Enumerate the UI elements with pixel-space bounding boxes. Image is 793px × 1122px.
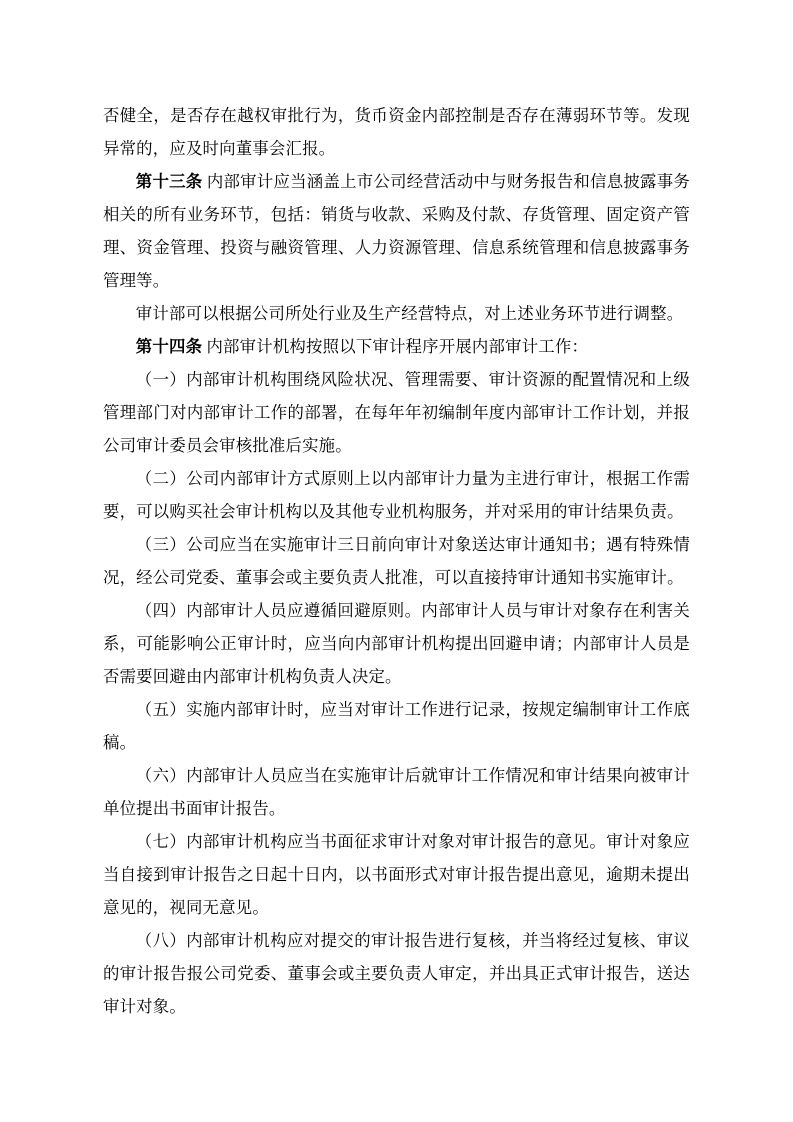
article-paragraph xyxy=(103,165,690,297)
text-run: 内部审计应当涵盖上市公司经营活动中与财务报告和信息披露事务相关的所有业务环节，包括：销货与收款、采购及付款、存货管理、固定资产管理、资金管理、投资与融资管理、人力资源管理、信息系统管理和信息披露事务管理等。 xyxy=(103,172,690,290)
text-run: 内部审计机构按照以下审计程序开展内部审计工作： xyxy=(202,337,589,356)
article-number-label: 第十三条 xyxy=(135,172,203,191)
body-paragraph xyxy=(103,594,690,693)
document-body xyxy=(103,99,690,1023)
body-paragraph xyxy=(103,924,690,1023)
body-paragraph xyxy=(103,99,690,165)
body-paragraph xyxy=(103,363,690,462)
text-run: （八）内部审计机构应对提交的审计报告进行复核，并当将经过复核、审议的审计报告报公司党委、董事会或主要负责人审定，并出具正式审计报告，送达审计对象。 xyxy=(103,931,690,1016)
body-paragraph xyxy=(103,462,690,528)
text-run: （二）公司内部审计方式原则上以内部审计力量为主进行审计，根据工作需要，可以购买社会审计机构以及其他专业机构服务，并对采用的审计结果负责。 xyxy=(103,469,690,521)
body-paragraph xyxy=(103,759,690,825)
text-run: （三）公司应当在实施审计三日前向审计对象送达审计通知书；遇有特殊情况，经公司党委、董事会或主要负责人批准，可以直接持审计通知书实施审计。 xyxy=(103,535,690,587)
body-paragraph xyxy=(103,528,690,594)
text-run: （五）实施内部审计时，应当对审计工作进行记录，按规定编制审计工作底稿。 xyxy=(103,700,690,752)
body-paragraph xyxy=(103,297,690,330)
text-run: 审计部可以根据公司所处行业及生产经营特点，对上述业务环节进行调整。 xyxy=(135,304,684,323)
article-paragraph xyxy=(103,330,690,363)
text-run: （一）内部审计机构围绕风险状况、管理需要、审计资源的配置情况和上级管理部门对内部审计工作的部署，在每年年初编制年度内部审计工作计划，并报公司审计委员会审核批准后实施。 xyxy=(103,370,690,455)
body-paragraph xyxy=(103,693,690,759)
text-run: （四）内部审计人员应遵循回避原则。内部审计人员与审计对象存在利害关系，可能影响公正审计时，应当向内部审计机构提出回避申请；内部审计人员是否需要回避由内部审计机构负责人决定。 xyxy=(103,601,690,686)
text-run: （七）内部审计机构应当书面征求审计对象对审计报告的意见。审计对象应当自接到审计报告之日起十日内，以书面形式对审计报告提出意见，逾期未提出意见的，视同无意见。 xyxy=(103,832,690,917)
body-paragraph xyxy=(103,825,690,924)
text-run: （六）内部审计人员应当在实施审计后就审计工作情况和审计结果向被审计单位提出书面审计报告。 xyxy=(103,766,690,818)
article-number-label: 第十四条 xyxy=(135,337,203,356)
text-run: 否健全，是否存在越权审批行为，货币资金内部控制是否存在薄弱环节等。发现异常的，应及时向董事会汇报。 xyxy=(103,106,690,158)
